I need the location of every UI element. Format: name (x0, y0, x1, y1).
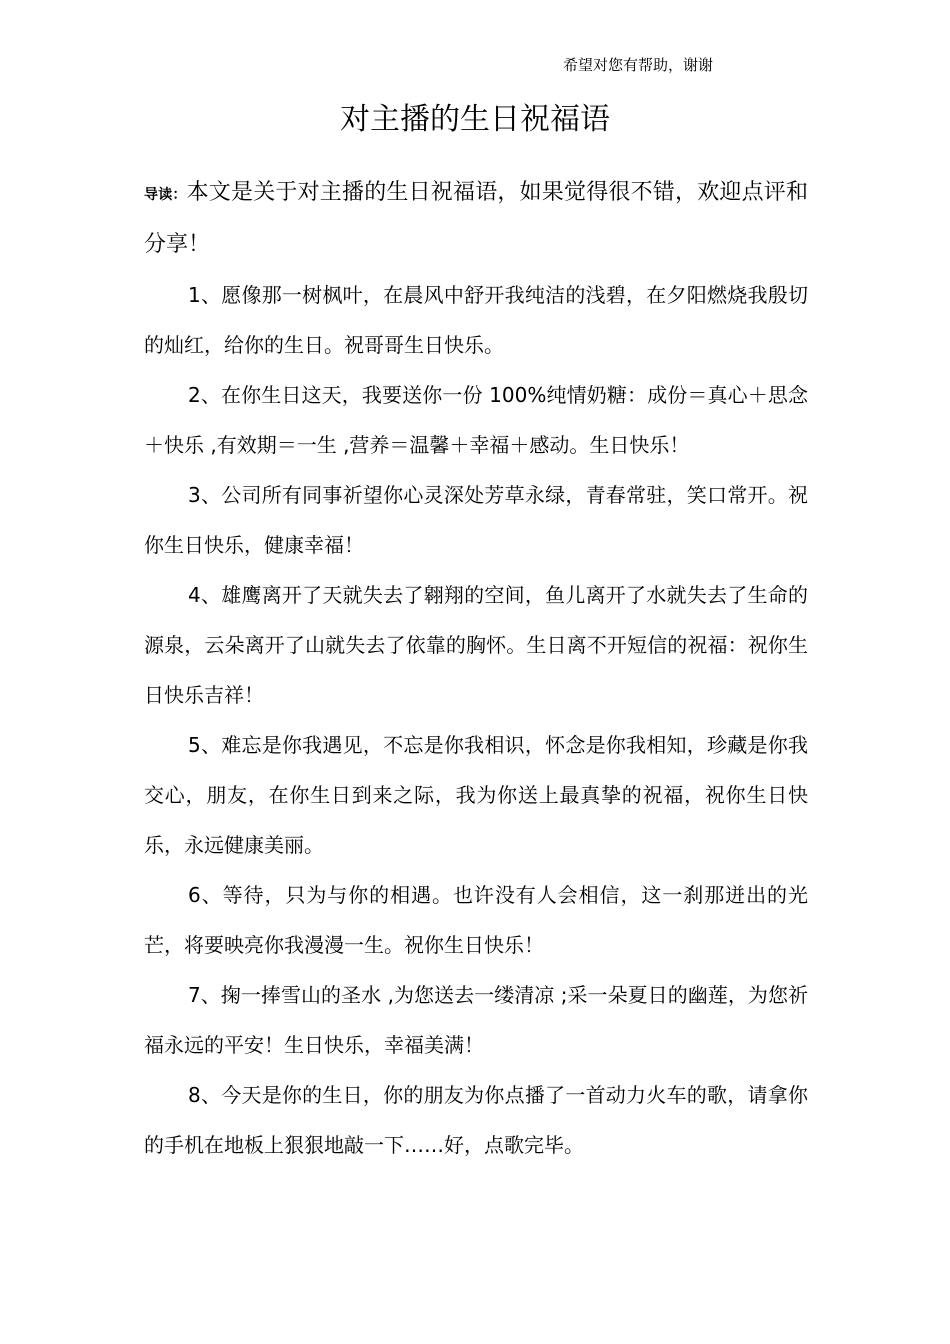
wish-paragraph-1: 1、愿像那一树枫叶，在晨风中舒开我纯洁的浅碧，在夕阳燃烧我殷切的灿红，给你的生日。祝哥哥生日快乐。 (144, 283, 808, 357)
intro-paragraph (144, 168, 808, 270)
wish-paragraph-6: 6、等待，只为与你的相遇。也许没有人会相信，这一刹那迸出的光芒，将要映亮你我漫漫一生。祝你生日快乐！ (144, 883, 808, 957)
wish-paragraph-2: 2、在你生日这天，我要送你一份 100%纯情奶糖：成份＝真心＋思念＋快乐 ,有效期＝一生 ,营养＝温馨＋幸福＋感动。生日快乐！ (144, 383, 808, 457)
wish-paragraph-5: 5、难忘是你我遇见，不忘是你我相识，怀念是你我相知，珍藏是你我交心，朋友，在你生日到来之际，我为你送上最真挚的祝福，祝你生日快乐，永远健康美丽。 (144, 733, 808, 857)
wish-paragraph-8: 8、今天是你的生日，你的朋友为你点播了一首动力火车的歌，请拿你的手机在地板上狠狠地敲一下……好，点歌完毕。 (144, 1083, 808, 1157)
document-body (144, 168, 808, 1170)
page-title: 对主播的生日祝福语 (340, 102, 610, 137)
wish-paragraph-3: 3、公司所有同事祈望你心灵深处芳草永绿，青春常驻，笑口常开。祝你生日快乐，健康幸福！ (144, 483, 808, 557)
wish-paragraph-4: 4、雄鹰离开了天就失去了翱翔的空间，鱼儿离开了水就失去了生命的源泉，云朵离开了山就失去了依靠的胸怀。生日离不开短信的祝福：祝你生日快乐吉祥！ (144, 583, 808, 707)
header-note: 希望对您有帮助，谢谢 (563, 56, 714, 74)
wish-paragraph-7: 7、掬一捧雪山的圣水 ,为您送去一缕清凉 ;采一朵夏日的幽莲，为您祈福永远的平安！生日快乐，幸福美满！ (144, 983, 808, 1057)
intro-label: 导读： (144, 187, 187, 203)
intro-text: 本文是关于对主播的生日祝福语，如果觉得很不错，欢迎点评和分享！ (144, 180, 808, 257)
